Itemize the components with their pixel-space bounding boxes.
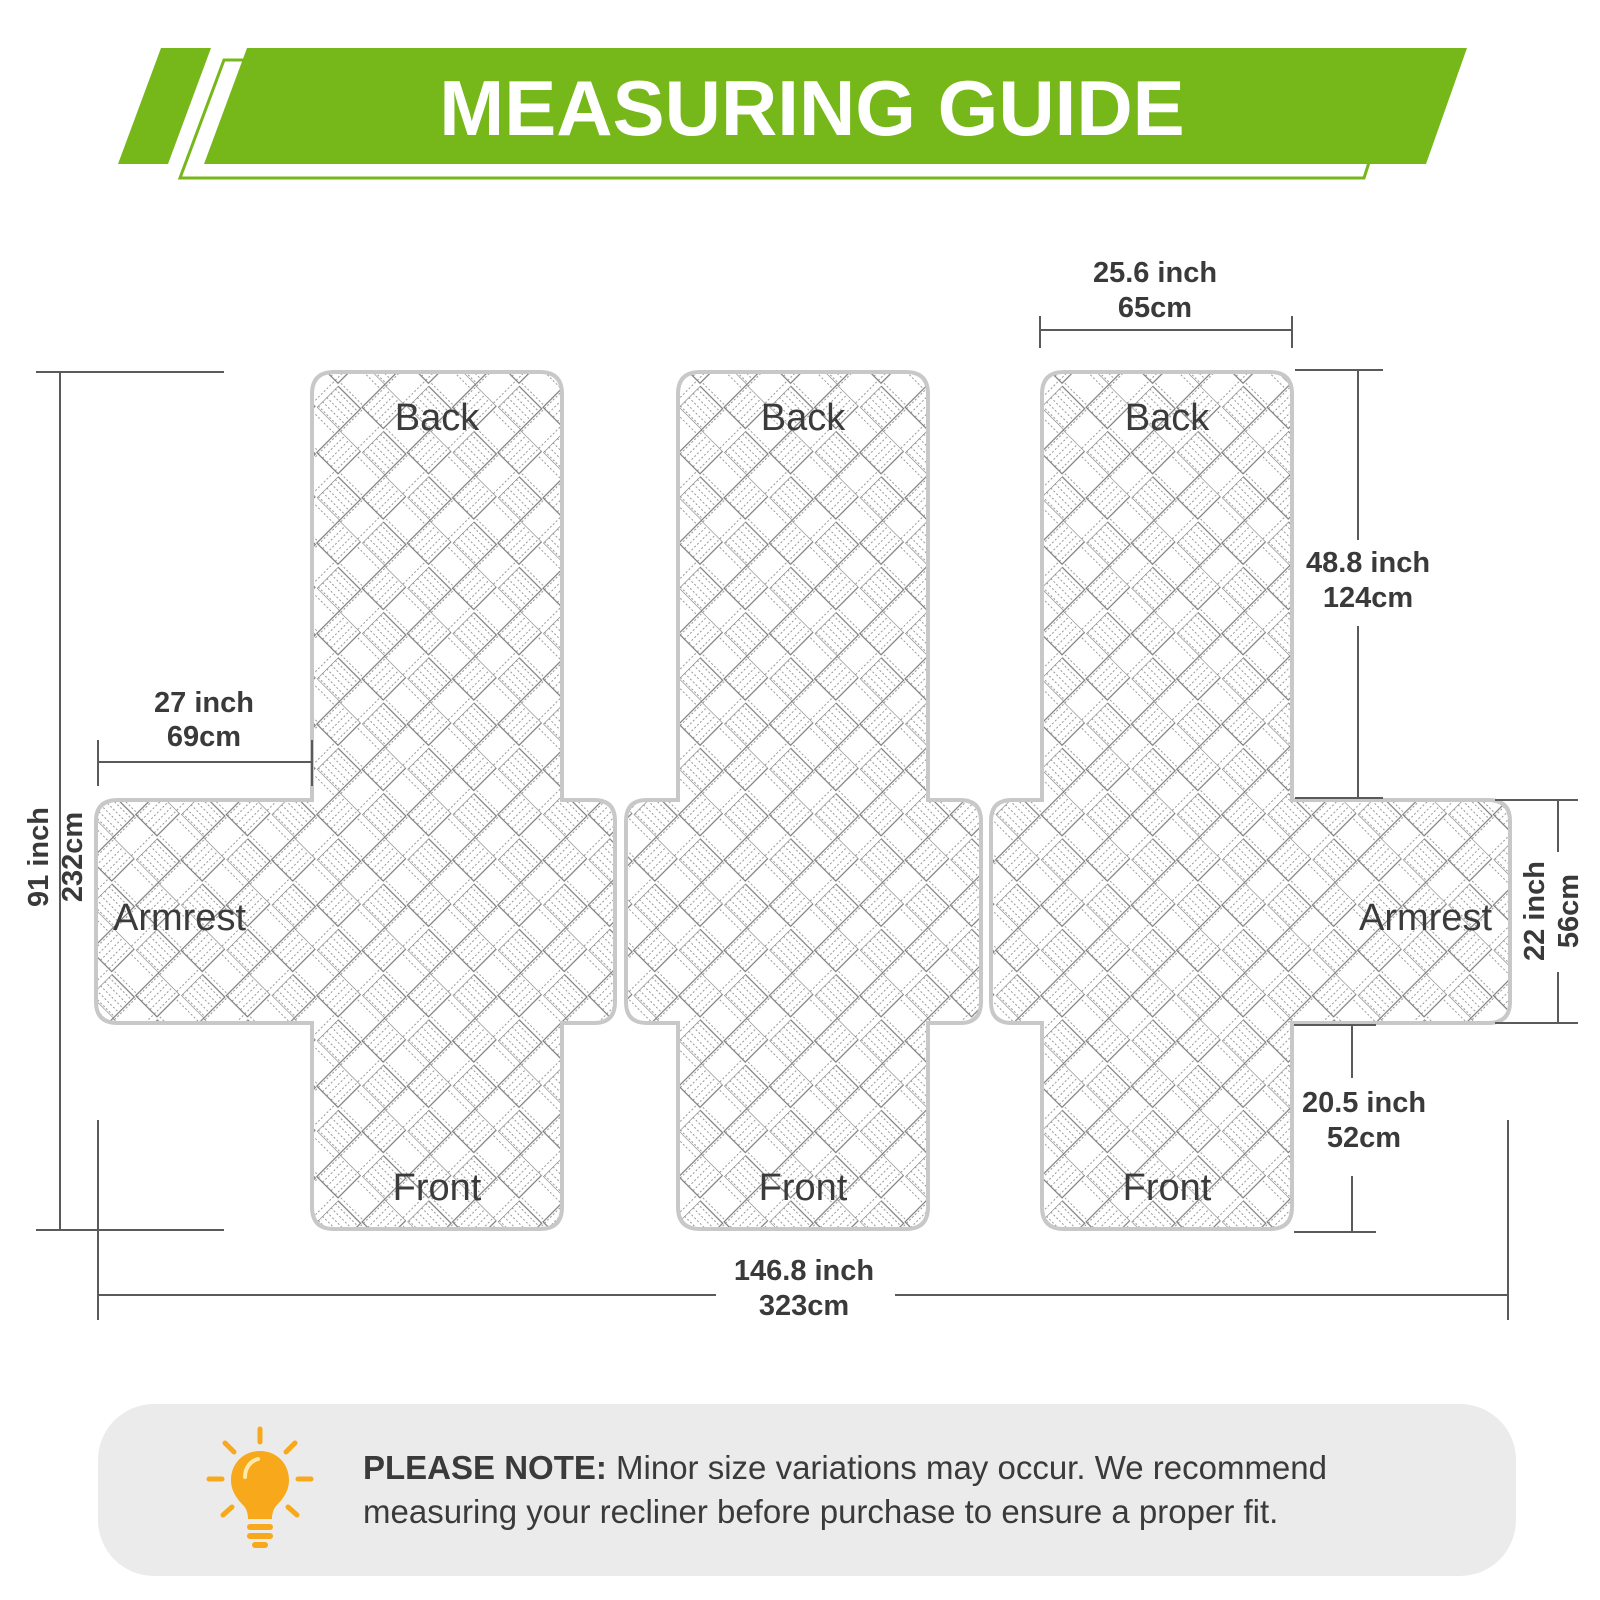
panel-right-back-label: Back bbox=[1124, 397, 1210, 439]
dimension-back-length bbox=[1295, 370, 1430, 798]
armrest-depth-cm: 56cm bbox=[1553, 873, 1585, 949]
total-width-cm: 323cm bbox=[758, 1290, 850, 1322]
note-label: PLEASE NOTE: bbox=[363, 1449, 607, 1486]
dimension-front-length bbox=[1294, 1025, 1426, 1232]
total-height-cm: 232cm bbox=[57, 811, 89, 903]
panel-right-shape bbox=[991, 372, 1510, 1229]
armrest-width-cm: 69cm bbox=[166, 721, 242, 753]
panel-left-shape bbox=[96, 372, 615, 1229]
panel-left-back-label: Back bbox=[394, 397, 480, 439]
panel-middle bbox=[626, 372, 981, 1229]
back-length-inch: 48.8 inch bbox=[1305, 547, 1431, 579]
panel-middle-shape bbox=[626, 372, 981, 1229]
panel-right-armrest-label: Armrest bbox=[1359, 897, 1492, 939]
panel-left-front-label: Front bbox=[392, 1167, 482, 1209]
page-title: MEASURING GUIDE bbox=[439, 64, 1185, 152]
panel-right bbox=[991, 372, 1510, 1229]
note-text bbox=[363, 1446, 1483, 1534]
dimension-seat-width bbox=[1040, 257, 1292, 348]
panel-right-front-label: Front bbox=[1122, 1167, 1212, 1209]
seat-width-inch: 25.6 inch bbox=[1092, 257, 1218, 289]
seat-width-cm: 65cm bbox=[1117, 292, 1193, 324]
note-body: Minor size variations may occur. We recommend measuring your recliner before purchase to ensure a proper fit. bbox=[363, 1449, 1327, 1530]
header-banner bbox=[118, 48, 1467, 178]
banner-accent-stripe bbox=[118, 48, 211, 164]
armrest-width-inch: 27 inch bbox=[154, 687, 254, 719]
armrest-depth-inch: 22 inch bbox=[1519, 861, 1551, 961]
panel-middle-front-label: Front bbox=[758, 1167, 848, 1209]
lightbulb-icon bbox=[205, 1425, 315, 1555]
total-width-inch: 146.8 inch bbox=[733, 1255, 875, 1287]
panel-left-armrest-label: Armrest bbox=[113, 897, 246, 939]
panel-middle-back-label: Back bbox=[760, 397, 846, 439]
back-length-cm: 124cm bbox=[1322, 582, 1414, 614]
dimension-armrest-width bbox=[98, 687, 312, 786]
front-length-cm: 52cm bbox=[1326, 1122, 1402, 1154]
front-length-inch: 20.5 inch bbox=[1301, 1087, 1427, 1119]
total-height-inch: 91 inch bbox=[23, 807, 55, 907]
panel-left bbox=[96, 372, 615, 1229]
